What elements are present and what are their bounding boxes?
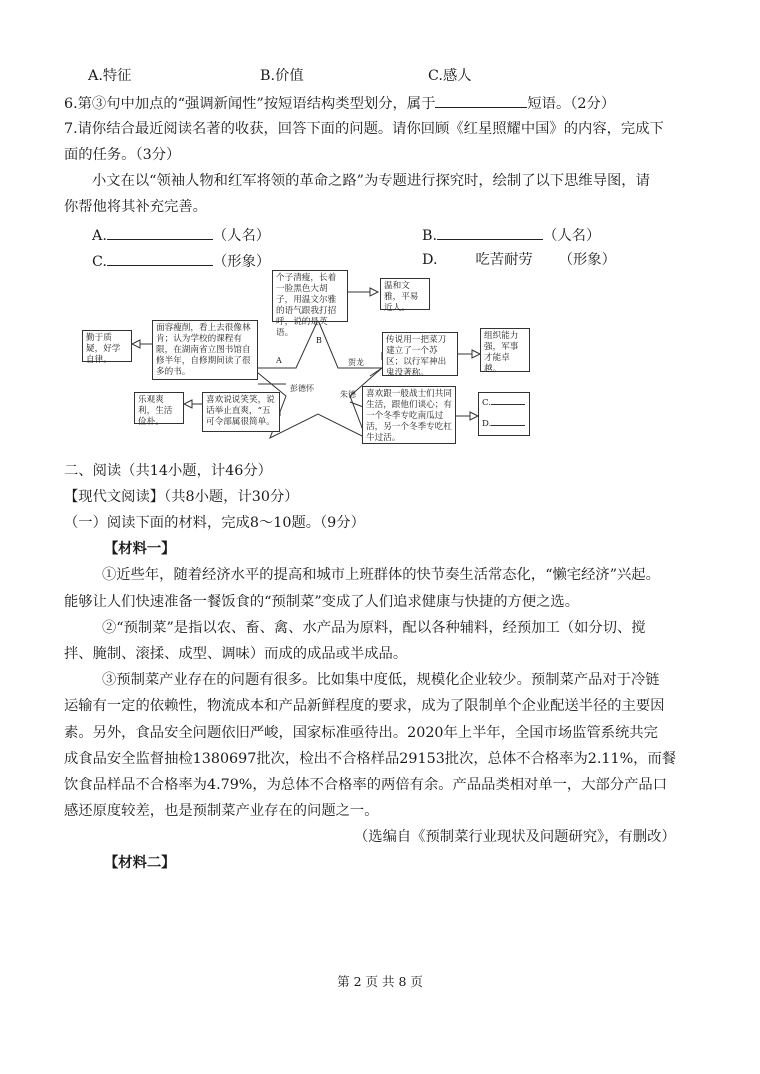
box-cd-blanks: [478, 392, 530, 436]
question-7-line3: 小文在以“领袖人物和红军将领的革命之路”为专题进行探究时，绘制了以下思维导图，请: [92, 173, 650, 189]
box-bottom-left: 喜欢说说笑笑，说话举止直爽，“五可令部属很简单。: [202, 392, 280, 432]
fill-c-note: （形象）: [212, 254, 271, 270]
star-label-helong: 贺龙: [348, 358, 364, 367]
para3-line1: ③预制菜产业存在的问题有很多。比如集中度低，规模化企业较少。预制菜产品对于冷链: [102, 672, 660, 688]
box-far-right: 组织能力强，军事才能卓越。: [480, 328, 530, 372]
page-footer: 第 2 页 共 8 页: [337, 974, 423, 989]
option-b: B.价值: [260, 68, 304, 84]
blank-c-label: C.: [482, 398, 492, 408]
box-far-bottom-left: 乐观爽利，生活俭朴。: [134, 392, 184, 424]
fill-a-label: A.: [92, 228, 107, 244]
fill-b: [422, 224, 600, 246]
box-right: 传说用一把菜刀建立了一个苏区；以行军神出鬼没著称。: [382, 332, 458, 376]
para3-line6: 感还原度较差，也是预制菜产业存在的问题之一。: [64, 803, 379, 819]
fill-b-label: B.: [422, 228, 438, 244]
mind-map: [80, 268, 540, 448]
para3-line3: 素。另外，食品安全问题依旧严峻，国家标准亟待出。2020年上半年，全国市场监管系统共完: [64, 725, 658, 741]
para2-line1: ②“预制菜”是指以农、畜、禽、水产品为原料，配以各种辅料，经预加工（如分切、搅: [102, 620, 646, 636]
question-6: [64, 92, 615, 114]
blank-c-line[interactable]: [491, 395, 525, 405]
box-left: 面容瘦削，看上去很像林肯；认为学校的课程有限，在湖南省立图书馆自修半年，自修期间读了很多的书。: [152, 320, 258, 380]
question-7-line4: 你帮他将其补充完善。: [64, 199, 207, 215]
blank-d-line[interactable]: [491, 416, 525, 426]
fill-d-label: D.: [422, 252, 438, 268]
star-label-b: B: [316, 336, 322, 345]
box-top: 个子清瘦，长着一脸黑色大胡子，用温文尔雅的语气跟我打招呼，说的是英语。: [272, 270, 348, 322]
star-label-pengdehuai: 彭德怀: [290, 384, 314, 393]
material-2-title: 【材料二】: [104, 855, 176, 871]
question-6-prefix: 6.第③句中加点的“强调新闻性”按短语结构类型划分，属于: [64, 96, 436, 112]
para3-line2: 运输有一定的依赖性，物流成本和产品新鲜程度的要求，成为了限制单个企业配送半径的主要因: [64, 698, 665, 714]
modern-reading-title: 【现代文阅读】（共8小题，计30分）: [64, 489, 299, 505]
question-6-suffix: 短语。（2分）: [527, 96, 616, 112]
fill-c-label: C.: [92, 254, 107, 270]
source-note: （选编自《预制菜行业现状及问题研究》，有删改）: [354, 829, 676, 845]
fill-b-note: （人名）: [543, 228, 601, 244]
fill-a-note: （人名）: [212, 228, 271, 244]
answer-blank-b[interactable]: [437, 224, 543, 240]
para1-line2: 能够让人们快速准备一餐饭食的“预制菜”变成了人们追求健康与快捷的方便之选。: [64, 594, 580, 610]
blank-d-label: D.: [482, 419, 492, 429]
section-2-title: 二、阅读（共14小题，计46分）: [64, 463, 272, 479]
para1-line1: ①近些年，随着经济水平的提高和城市上班群体的快节奏生活常态化，“懒宅经济”兴起。: [102, 567, 660, 583]
answer-blank-c[interactable]: [107, 250, 213, 266]
part-1-title: （一）阅读下面的材料，完成8～10题。（9分）: [64, 515, 365, 531]
question-7-line2: 面的任务。（3分）: [64, 147, 181, 163]
fill-d-text: 吃苦耐劳: [475, 252, 533, 268]
para3-line4: 成食品安全监督抽检1380697批次，检出不合格样品29153批次，总体不合格率为2.11%，而餐: [64, 751, 677, 767]
fill-d: [422, 250, 616, 270]
answer-blank-a[interactable]: [107, 224, 213, 240]
option-a: A.特征: [88, 68, 132, 84]
material-1-title: 【材料一】: [104, 541, 176, 557]
question-7-line1: 7.请你结合最近阅读名著的收获，回答下面的问题。请你回顾《红星照耀中国》的内容，完成下: [64, 121, 664, 137]
box-far-left: 勤于质疑，好学自律。: [82, 330, 132, 362]
para2-line2: 拌、腌制、滚揉、成型、调味）而成的成品或半成品。: [64, 646, 408, 662]
star-label-a: A: [276, 356, 282, 365]
option-c: C.感人: [428, 68, 472, 84]
para3-line5: 饮食品样品不合格率为4.79%，为总体不合格率的两倍有余。产品品类相对单一，大部分产品口: [64, 777, 667, 793]
box-top-right: 温和文雅，平易近人。: [380, 278, 430, 310]
box-bottom-right: 喜欢跟一般战士们共同生活，跟他们谈心；有一个冬季专吃南瓜过活，另一个冬季专吃杠牛过活。: [362, 386, 456, 444]
fill-d-note: （形象）: [558, 252, 616, 268]
answer-blank-q6[interactable]: [435, 92, 527, 108]
star-label-zhude: 朱德: [340, 390, 356, 399]
fill-a: [92, 224, 270, 246]
